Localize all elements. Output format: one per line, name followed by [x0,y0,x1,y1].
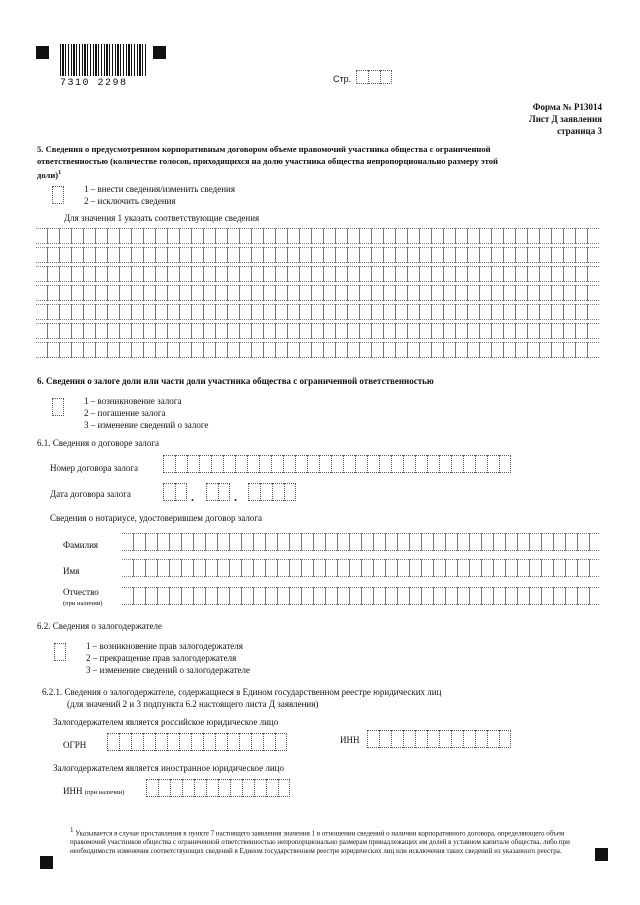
inn-label: ИНН [340,735,360,745]
section5-option-cell[interactable] [52,186,64,204]
page-sub-label: страница 3 [557,126,602,136]
section621-subtitle: (для значений 2 и 3 подпункта 6.2 настоящего листа Д заявления) [67,699,319,709]
russian-entity-label: Залогодержателем является российское юридическое лицо [53,717,279,727]
section5-text-row[interactable] [36,247,599,263]
barcode [60,44,146,76]
contract-number-field[interactable] [163,455,511,473]
contract-date-day[interactable] [163,483,187,501]
section62-title: 6.2. Сведения о залогодержателе [37,621,162,631]
page-number-cells[interactable] [356,70,392,84]
inn-foreign-label: ИНН (при наличии) [63,786,125,796]
contract-number-label: Номер договора залога [50,463,139,473]
section6-option1: 1 – возникновение залога [84,396,182,406]
corner-marker [40,856,53,869]
section5-option2: 2 – исключить сведения [84,196,176,206]
name-label: Имя [63,566,80,576]
section6-option3: 3 – изменение сведений о залоге [84,420,209,430]
section5-note: Для значения 1 указать соответствующие сведения [64,213,260,223]
section6-title: 6. Сведения о залоге доли или части доли участника общества с ограниченной ответственностью [37,376,434,386]
date-separator: . [191,490,194,504]
surname-label: Фамилия [63,540,99,550]
section62-option3: 3 – изменение сведений о залогодержателе [86,665,251,675]
section5-text-row[interactable] [36,304,599,320]
section5-text-row[interactable] [36,342,599,358]
form-number: Форма № Р13014 [532,102,602,112]
section5-option1: 1 – внести сведения/изменить сведения [84,184,235,194]
section62-option1: 1 – возникновение прав залогодержателя [86,641,243,651]
section5-text-row[interactable] [36,285,599,301]
section62-option2: 2 – прекращение прав залогодержателя [86,653,237,663]
section5-title: ответственностью (количестве голосов, приходящихся на долю участника общества непропорционально размеру этой [37,156,498,166]
section5-text-row[interactable] [36,266,599,282]
footnote: $^1$ Указывается в случае проставления в пункте 7 настоящего заявления значения 1 в отношении сведений о наличии корпоративного договора, определяющего объем правомочий участников общества с ограниченной ответственностью непропорционально размерам принадлежащих им долей в уставном капитале общества, либо при необходимости изменения соответствующих сведений в Едином государственном реестре юридических лиц или исключения таких сведений из указанного реестра. [70,826,570,856]
section5-text-row[interactable] [36,228,599,244]
ogrn-field[interactable] [107,733,287,751]
section5-title: 5. Сведения о предусмотренном корпоративным договором объеме правомочий участника общества с ограниченной [37,144,491,154]
section621-title: 6.2.1. Сведения о залогодержателе, содержащиеся в Едином государственном реестре юридических лиц [42,687,442,697]
section6-option-cell[interactable] [52,398,64,416]
contract-date-label: Дата договора залога [50,489,131,499]
surname-field[interactable] [122,533,599,551]
date-separator: . [234,490,237,504]
contract-date-year[interactable] [248,483,296,501]
inn-field[interactable] [367,730,511,748]
ogrn-label: ОГРН [63,740,87,750]
sheet-label: Лист Д заявления [528,114,602,124]
foreign-entity-label: Залогодержателем является иностранное юридическое лицо [53,763,284,773]
notary-title: Сведения о нотариусе, удостоверившем договор залога [50,513,263,523]
patronymic-label: Отчество [63,587,99,597]
corner-marker [36,46,49,59]
barcode-number: 7310 2298 [60,78,128,89]
patronymic-field[interactable] [122,587,599,605]
corner-marker [595,848,608,861]
patronymic-note: (при наличии) [63,600,103,607]
inn-foreign-field[interactable] [146,779,290,797]
name-field[interactable] [122,559,599,577]
section5-text-row[interactable] [36,323,599,339]
section6-option2: 2 – погашение залога [84,408,166,418]
section5-title: доли)$^1$ [37,169,62,180]
section61-title: 6.1. Сведения о договоре залога [37,438,159,448]
corner-marker [153,46,166,59]
contract-date-month[interactable] [206,483,230,501]
section62-option-cell[interactable] [54,643,66,661]
page-label: Стр. [333,74,352,84]
